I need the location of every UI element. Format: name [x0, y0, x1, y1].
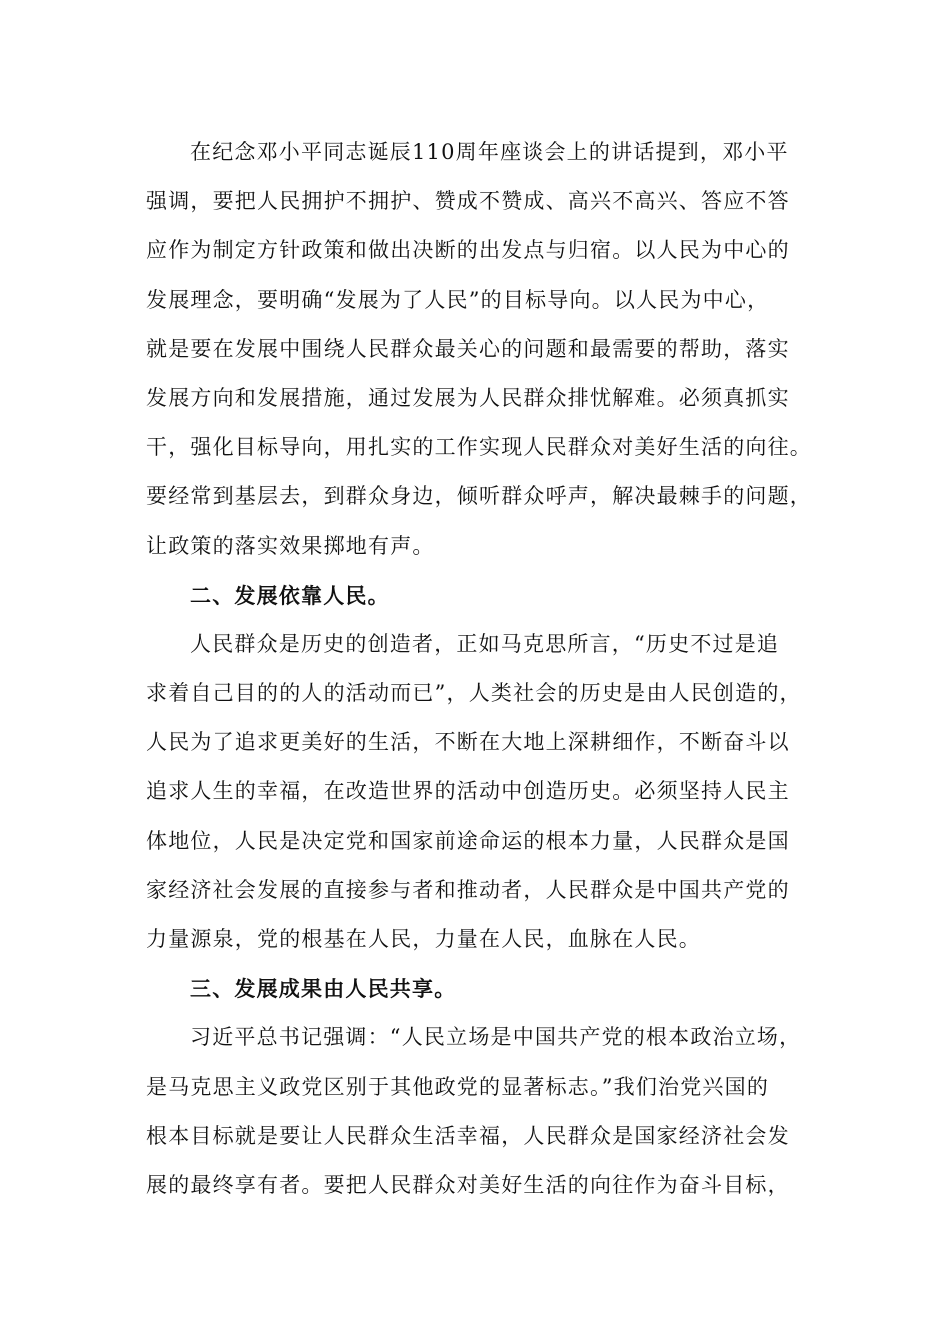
text-line: 根本目标就是要让人民群众生活幸福，人民群众是国家经济社会发: [146, 1123, 790, 1148]
text-line: 人民群众是历史的创造者，正如马克思所言，“历史不过是追: [190, 631, 780, 656]
text-line: 习近平总书记强调：“人民立场是中国共产党的根本政治立场，: [190, 1025, 802, 1050]
text-line: 体地位，人民是决定党和国家前途命运的根本力量，人民群众是国: [146, 828, 790, 853]
section-heading-3: 三、发展成果由人民共享。: [190, 976, 457, 1002]
text-line: 应作为制定方针政策和做出决断的出发点与归宿。以人民为中心的: [146, 238, 790, 263]
text-line: 人民为了追求更美好的生活，不断在大地上深耕细作，不断奋斗以: [146, 730, 790, 755]
text-line: 力量源泉，党的根基在人民，力量在人民，血脉在人民。: [146, 927, 701, 951]
text-line: 让政策的落实效果掷地有声。: [146, 533, 435, 558]
text-line: 求着自己目的的人的活动而已”，人类社会的历史是由人民创造的，: [146, 681, 802, 706]
text-line: 是马克思主义政党区别于其他政党的显著标志。”我们治党兴国的: [146, 1074, 770, 1099]
text-line: 强调，要把人民拥护不拥护、赞成不赞成、高兴不高兴、答应不答: [146, 189, 790, 214]
text-line: 要经常到基层去，到群众身边，倾听群众呼声，解决最棘手的问题，: [146, 484, 812, 509]
text-line: 发展理念，要明确“发展为了人民”的目标导向。以人民为中心，: [146, 287, 770, 312]
text-line: 干，强化目标导向，用扎实的工作实现人民群众对美好生活的向往。: [146, 435, 812, 460]
text-line: 发展方向和发展措施，通过发展为人民群众排忧解难。必须真抓实: [146, 385, 790, 410]
text-line: 追求人生的幸福，在改造世界的活动中创造历史。必须坚持人民主: [146, 779, 790, 804]
text-line: 展的最终享有者。要把人民群众对美好生活的向往作为奋斗目标，: [146, 1172, 790, 1197]
text-line: 就是要在发展中围绕人民群众最关心的问题和最需要的帮助，落实: [146, 336, 790, 361]
text-line: 家经济社会发展的直接参与者和推动者，人民群众是中国共产党的: [146, 877, 790, 902]
document-body: [146, 128, 826, 1210]
text-line: 在纪念邓小平同志诞辰110周年座谈会上的讲话提到，邓小平: [190, 140, 789, 164]
section-heading-2: 二、发展依靠人民。: [190, 582, 390, 608]
